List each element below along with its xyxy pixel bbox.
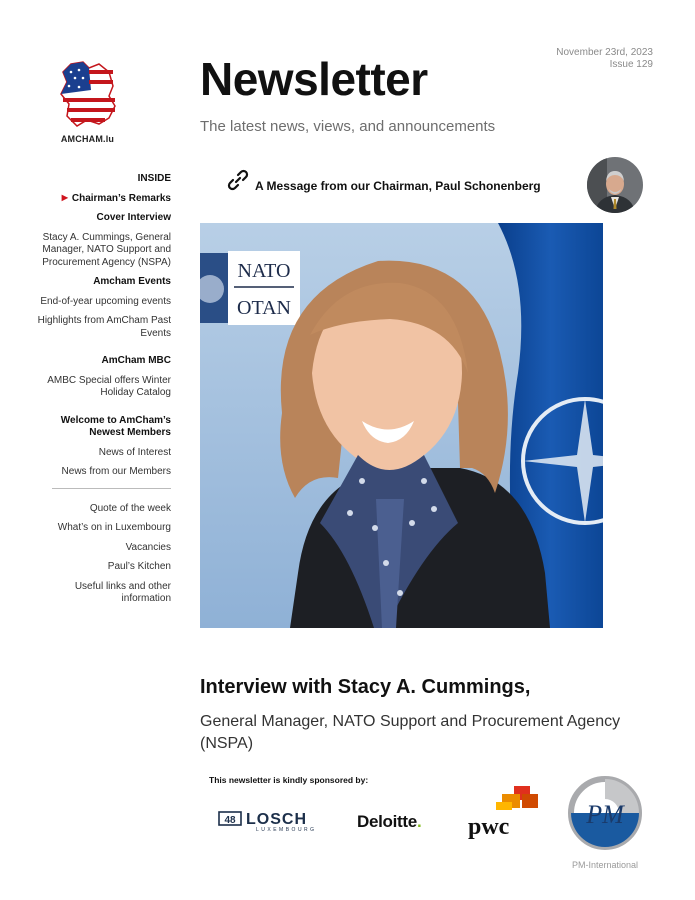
sidebar-item-amcham-mbc[interactable]: AmCham MBC [101, 355, 171, 366]
pwc-logo-text: pwc [468, 814, 510, 840]
sidebar-heading-inside: INSIDE [137, 173, 171, 184]
chairman-message-link[interactable] [227, 167, 541, 193]
cover-sign-otan: OTAN [237, 297, 291, 319]
issue-number: Issue 129 [609, 59, 653, 70]
amcham-logo[interactable] [50, 60, 125, 144]
chairman-link-text: A Message from our Chairman, Paul Schonenberg [255, 179, 541, 193]
logo-text: AMCHAM.lu [60, 134, 115, 144]
sponsor-pm-international-logo[interactable] [565, 775, 645, 870]
sidebar-item-quote[interactable]: Quote of the week [89, 502, 171, 514]
page-title: Newsletter [200, 53, 428, 105]
sidebar-item-news-of-interest[interactable]: News of Interest [98, 446, 171, 458]
losch-logo-text: LOSCH [246, 811, 307, 828]
sidebar-item-amcham-events[interactable]: Amcham Events [93, 276, 171, 287]
inside-sidebar [30, 173, 171, 613]
sidebar-item-upcoming-events[interactable]: End-of-year upcoming events [40, 295, 171, 307]
sidebar-item-useful-links[interactable]: Useful links and other information [74, 580, 171, 604]
sponsor-deloitte-logo[interactable]: Deloitte. [357, 812, 422, 831]
interview-subtitle: General Manager, NATO Support and Procurement Agency (NSPA) [200, 713, 621, 752]
pm-logo-mark: PM [586, 800, 624, 829]
cover-portrait-image [200, 223, 603, 628]
chairman-photo[interactable] [587, 157, 643, 213]
sidebar-item-pauls-kitchen[interactable]: Paul’s Kitchen [107, 561, 171, 572]
sidebar-item-news-from-members[interactable]: News from our Members [61, 466, 171, 477]
losch-logo-subtext: LUXEMBOURG [256, 827, 317, 832]
issue-info [556, 47, 653, 71]
flag-map-icon [59, 60, 117, 128]
chairman-portrait-image [587, 157, 643, 213]
issue-date: November 23rd, 2023 [556, 47, 653, 58]
sidebar-item-ambc-offers[interactable]: AMBC Special offers Winter Holiday Catalog [47, 374, 171, 398]
svg-text:48: 48 [224, 815, 236, 826]
sidebar-divider [52, 488, 171, 489]
interview-title[interactable]: Interview with Stacy A. Cummings, [200, 676, 531, 698]
sidebar-item-whats-on[interactable]: What’s on in Luxembourg [57, 522, 171, 533]
sidebar-item-newest-members[interactable]: Welcome to AmCham’s Newest Members [60, 414, 171, 438]
sidebar-item-cover-interview[interactable]: Cover Interview [96, 212, 171, 223]
pm-international-caption: PM-International [571, 860, 639, 870]
sponsor-losch-logo[interactable] [218, 810, 332, 837]
sidebar-item-chairmans-remarks[interactable]: ▶ Chairman’s Remarks [30, 193, 171, 206]
sponsor-pwc-logo[interactable] [468, 786, 540, 845]
sidebar-item-stacy-cummings[interactable]: Stacy A. Cummings, General Manager, NATO Support and Procurement Agency (NSPA) [42, 231, 171, 268]
sidebar-item-vacancies[interactable]: Vacancies [125, 541, 171, 553]
sidebar-item-past-events[interactable]: Highlights from AmCham Past Events [37, 315, 171, 339]
page-subtitle: The latest news, views, and announcements [200, 118, 496, 135]
deloitte-logo-text: Deloitte [357, 812, 417, 831]
cover-photo[interactable] [200, 223, 603, 628]
sponsor-label: This newsletter is kindly sponsored by: [209, 775, 369, 785]
link-icon [227, 169, 249, 191]
cover-sign-nato: NATO [237, 260, 291, 282]
